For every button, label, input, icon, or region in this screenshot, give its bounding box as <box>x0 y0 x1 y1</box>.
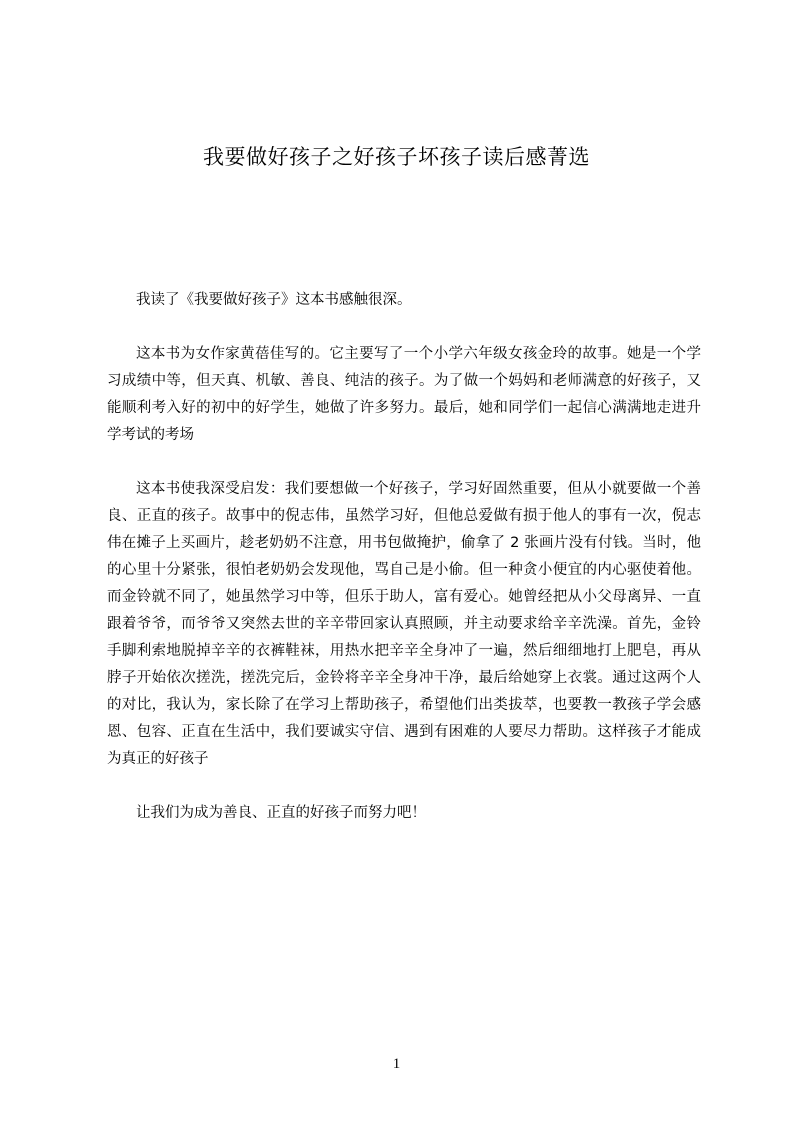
paragraph-intro: 我读了《我要做好孩子》这本书感触很深。 <box>136 292 412 308</box>
document-body <box>107 287 701 827</box>
document-title: 我要做好孩子之好孩子坏孩子读后感菁选 <box>203 145 590 169</box>
paragraph-summary: 这本书为女作家黄蓓佳写的。它主要写了一个小学六年级女孩金玲的故事。她是一个学习成绩中等，但天真、机敏、善良、纯洁的孩子。为了做一个妈妈和老师满意的好孩子，又能顺利考入好的初中的好学生，她做了许多努力。最后，她和同学们一起信心满满地走进升学考试的考场 <box>107 346 701 443</box>
paragraph-gap <box>107 314 701 341</box>
paragraph-gap <box>107 449 701 476</box>
paragraph-gap <box>107 773 701 800</box>
paragraph-reflection: 这本书使我深受启发：我们要想做一个好孩子，学习好固然重要，但从小就要做一个善良、正直的孩子。故事中的倪志伟，虽然学习好，但他总爱做有损于他人的事有一次，倪志伟在摊子上买画片，趁老奶奶不注意，用书包做掩护，偷拿了 2 张画片没有付钱。当时，他的心里十分紧张，很怕老奶奶会发现他，骂自己是小偷。但一种贪小便宜的内心驱使着他。而金铃就不同了，她虽然学习中等，但乐于助人，富有爱心。她曾经把从小父母离异、一直跟着爷爷，而爷爷又突然去世的辛辛带回家认真照顾，并主动要求给辛辛洗澡。首先，金铃手脚利索地脱掉辛辛的衣裤鞋袜，用热水把辛辛全身冲了一遍，然后细细地打上肥皂，再从脖子开始依次搓洗，搓洗完后，金铃将辛辛全身冲干净，最后给她穿上衣裳。通过这两个人的对比，我认为，家长除了在学习上帮助孩子，希望他们出类拔萃，也要教一教孩子学会感恩、包容、正直在生活中，我们要诚实守信、遇到有困难的人要尽力帮助。这样孩子才能成为真正的好孩子 <box>107 481 701 767</box>
paragraph-conclusion: 让我们为成为善良、正直的好孩子而努力吧！ <box>136 805 426 821</box>
page-number: 1 <box>392 1056 401 1072</box>
